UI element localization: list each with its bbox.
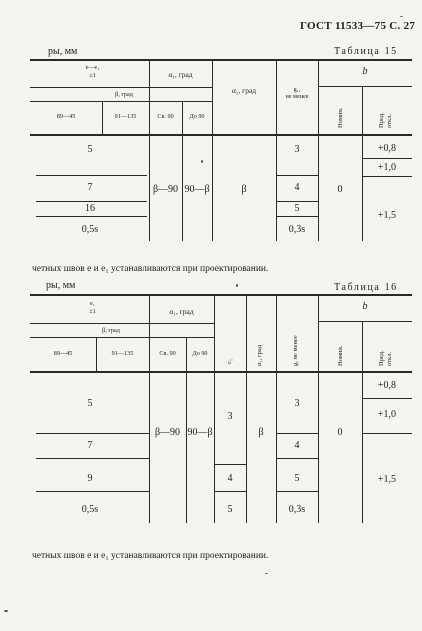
table15-g1-value: 5 xyxy=(294,203,300,214)
table15-beta-range-1: 89—45 xyxy=(56,113,76,120)
table16-dev-rule-1 xyxy=(362,398,412,399)
table16-alpha1-gt90: β—90 xyxy=(154,427,181,438)
table16-beta-rule xyxy=(30,323,214,324)
table15-e-value: 0,5s xyxy=(81,224,99,235)
table15-e-value: 7 xyxy=(87,182,93,193)
table15-footnote: четных швов e и e₁ устанавливаются при проектировании. xyxy=(32,264,269,274)
table16-dev-rule-2 xyxy=(362,433,412,434)
table16-row-rule-2 xyxy=(36,458,149,459)
scan-speck xyxy=(265,573,268,574)
table15-title: Таблица 15 xyxy=(334,46,398,57)
table15-col-rule xyxy=(318,60,319,241)
table16-alpha2-header: α₁, град xyxy=(256,344,263,366)
table15-alpha1-header: α₁, град xyxy=(168,70,193,79)
scan-speck xyxy=(4,610,8,612)
table16-c-rule-1 xyxy=(214,464,246,465)
table15-header-bottom-rule xyxy=(30,134,412,136)
table15-b-split-rule xyxy=(318,86,412,87)
table15-g1-subheader: не менее xyxy=(285,93,309,100)
table15-g-rule-1 xyxy=(276,175,318,176)
table15-b-deviation: +1,5 xyxy=(377,210,397,221)
table16-beta-range-3: Св. 90 xyxy=(159,350,176,357)
table15-beta-range-4: До 90 xyxy=(189,113,205,120)
table16-beta-range-1: 89—45 xyxy=(53,350,73,357)
table15-e-value: 5 xyxy=(87,144,93,155)
table16-footnote: четных швов e и e₁ устанавливаются при проектировании. xyxy=(32,551,269,561)
table15-g-rule-3 xyxy=(276,216,318,217)
table15-g1-header: g₁, xyxy=(293,86,301,93)
table15-e-tolerance: ±1 xyxy=(89,72,96,79)
table16-col-rule xyxy=(246,295,247,523)
table15-b-nominal: 0 xyxy=(337,184,343,195)
table16-g-rule-3 xyxy=(276,491,318,492)
table16-g-value: 5 xyxy=(294,473,300,484)
table15-e-value: 16 xyxy=(85,203,95,214)
table16-header-bottom-rule xyxy=(30,371,412,373)
scan-speck xyxy=(236,284,238,287)
scan-speck xyxy=(201,160,203,163)
table16-alpha2-value: β xyxy=(258,427,264,438)
table16-e-header: e₁ xyxy=(90,300,95,307)
table16-row-rule-1 xyxy=(36,433,149,434)
table15-top-rule xyxy=(30,59,412,61)
table16-e-tolerance: ±1 xyxy=(89,308,96,315)
table16-beta-header: β, град xyxy=(102,327,120,334)
table15-b-header: b xyxy=(362,66,368,77)
table16-b-deviation: +1,0 xyxy=(377,409,397,420)
table15-caption: ры, мм xyxy=(48,46,78,57)
table15-g1-value: 4 xyxy=(294,182,300,193)
table16-b-nominal-header: Номин. xyxy=(337,345,344,366)
table15-alpha2-header: α₁, град xyxy=(231,86,257,95)
table15-b-deviation-header: Пред. откл. xyxy=(378,112,393,128)
table16-c-value: 3 xyxy=(227,411,233,422)
table16-b-deviation: +1,5 xyxy=(377,474,397,485)
table15-beta-range-3: Св. 90 xyxy=(157,113,174,120)
table15-col-rule xyxy=(182,101,183,241)
table15-alpha2-value: β xyxy=(241,184,247,195)
table16-g-header: g, не менее xyxy=(292,335,299,366)
table16-col-rule xyxy=(276,295,277,523)
table16-c-rule-2 xyxy=(214,491,246,492)
table16-alpha1-lt90: 90—β xyxy=(187,427,213,438)
table15-row-rule-2 xyxy=(36,201,147,202)
table16-c-header: c₁ xyxy=(226,358,233,364)
table16-c-value: 5 xyxy=(227,504,233,515)
table16-c-value: 4 xyxy=(227,473,233,484)
table15-g-rule-2 xyxy=(276,201,318,202)
table15-beta-header: β, град xyxy=(115,91,133,98)
table16-g-rule-2 xyxy=(276,458,318,459)
table15-row-rule-1 xyxy=(36,175,147,176)
table16-col-rule xyxy=(214,295,215,523)
table16-e-value: 9 xyxy=(87,473,93,484)
table15-beta-range-2: 91—135 xyxy=(114,113,137,120)
scan-speck xyxy=(400,16,403,17)
table16-g-value: 3 xyxy=(294,398,300,409)
table16-g-value: 4 xyxy=(294,440,300,451)
table16-row-rule-3 xyxy=(36,491,149,492)
table16-e-value: 7 xyxy=(87,440,93,451)
table16-beta-range-2: 91—135 xyxy=(111,350,134,357)
table16-g-rule-1 xyxy=(276,433,318,434)
table16-b-header: b xyxy=(362,301,368,312)
table15-row-rule-3 xyxy=(36,216,147,217)
table15-col-rule xyxy=(149,60,150,241)
table15-b-deviation: +0,8 xyxy=(377,143,397,154)
table15-g1-value: 3 xyxy=(294,144,300,155)
table16-b-deviation-header: Пред. откл. xyxy=(378,350,393,366)
table15-dev-rule-1 xyxy=(362,158,412,159)
table16-title: Таблица 16 xyxy=(334,282,398,293)
table15-b-deviation: +1,0 xyxy=(377,162,397,173)
table16-col-rule xyxy=(362,321,363,523)
table16-alpha1-header: α₁, град xyxy=(169,307,194,316)
table16-b-nominal: 0 xyxy=(337,427,343,438)
page-header: ГОСТ 11533—75 С. 27 xyxy=(300,20,416,32)
table16-caption: ры, мм xyxy=(46,280,76,291)
table16-e-value: 5 xyxy=(87,398,93,409)
table15-beta-split-rule xyxy=(30,101,212,102)
table16-b-split-rule xyxy=(318,321,412,322)
table15-alpha1-gt90: β—90 xyxy=(152,184,179,195)
table15-b-nominal-header: Номин. xyxy=(337,107,344,128)
table15-dev-rule-2 xyxy=(362,176,412,177)
table15-beta-rule xyxy=(30,87,212,88)
table16-b-deviation: +0,8 xyxy=(377,380,397,391)
table16-e-value: 0,5s xyxy=(81,504,99,515)
table16-g-value: 0,3s xyxy=(288,504,306,515)
table16-top-rule xyxy=(30,294,412,296)
table16-beta-range-4: До 90 xyxy=(192,350,208,357)
table15-e-header: e—e₁ xyxy=(85,64,100,71)
table16-col-rule xyxy=(318,295,319,523)
table15-alpha1-lt90: 90—β xyxy=(184,184,210,195)
table15-g1-value: 0,3s xyxy=(288,224,306,235)
